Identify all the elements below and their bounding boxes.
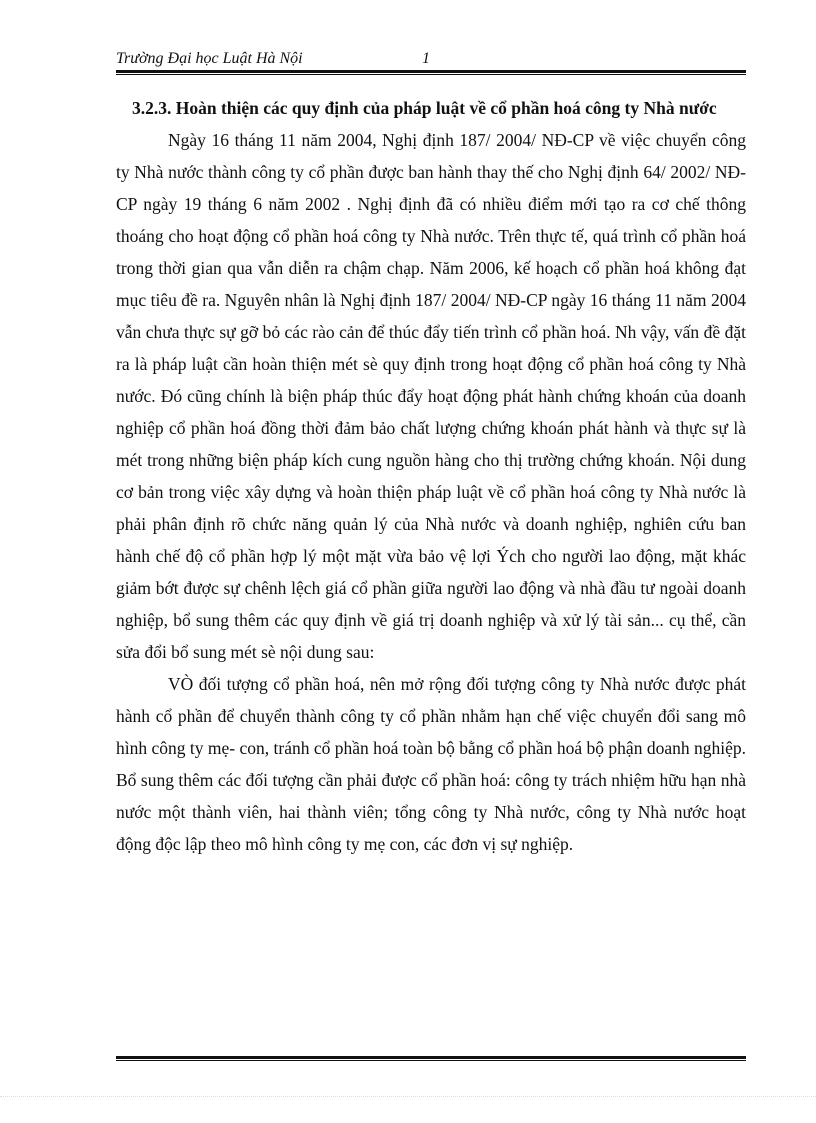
paragraph-2: VÒ đối tượng cổ phần hoá, nên mở rộng đối tượng công ty Nhà nước được phát hành cổ phần để chuyển thành công ty cổ phần nhằm hạn chế việc chuyển đổi sang mô hình công ty mẹ- con, tránh cổ phần hoá toàn bộ bằng cổ phần hoá bộ phận doanh nghiệp. Bổ sung thêm các đối tượng cần phải được cổ phần hoá: công ty trách nhiệm hữu hạn nhà nước một thành viên, hai thành viên; tổng công ty Nhà nước, công ty Nhà nước hoạt động độc lập theo mô hình công ty mẹ con, các đơn vị sự nghiệp. [116,674,746,854]
paragraph-1: Ngày 16 tháng 11 năm 2004, Nghị định 187/ 2004/ NĐ-CP về việc chuyển công ty Nhà nước thành công ty cổ phần được ban hành thay thế cho Nghị định 64/ 2002/ NĐ-CP ngày 19 tháng 6 năm 2002 . Nghị định đã có nhiều điểm mới tạo ra cơ chế thông thoáng cho hoạt động cổ phần hoá công ty Nhà nước. Trên thực tế, quá trình cổ phần hoá trong thời gian qua vẫn diễn ra chậm chạp. Năm 2006, kế hoạch cổ phần hoá không đạt mục tiêu đề ra. Nguyên nhân là Nghị định 187/ 2004/ NĐ-CP ngày 16 tháng 11 năm 2004 vẫn chưa thực sự gỡ bỏ các rào cản để thúc đẩy tiến trình cổ phần hoá. Nh vậy, vấn đề đặt ra là pháp luật cần hoàn thiện mét sè quy định trong hoạt động cổ phần hoá công ty Nhà nước. Đó cũng chính là biện pháp thúc đẩy hoạt động phát hành chứng khoán của doanh nghiệp cổ phần hoá đồng thời đảm bảo chất lượng chứng khoán phát hành và thực sự là mét trong những biện pháp kích cung nguồn hàng cho thị trường chứng khoán. Nội dung cơ bản trong việc xây dựng và hoàn thiện pháp luật về cổ phần hoá công ty Nhà nước là phải phân định rõ chức năng quản lý của Nhà nước và doanh nghiệp, nghiên cứu ban hành chế độ cổ phần hợp lý một mặt vừa bảo vệ lợi Ých cho người lao động, mặt khác giảm bớt được sự chênh lệch giá cổ phần giữa người lao động và nhà đầu tư ngoài doanh nghiệp, bổ sung thêm các quy định về giá trị doanh nghiệp và xử lý tài sản... cụ thể, cần sửa đổi bổ sung mét sè nội dung sau: [116,130,746,662]
page-edge-divider [0,1096,816,1099]
page-number: 1 [422,50,430,67]
page-header [116,48,746,70]
document-body [116,92,746,860]
header-double-rule [116,70,746,75]
header-school-name: Trường Đại học Luật Hà Nội [116,50,303,67]
footer-double-rule [116,1056,746,1061]
section-heading: 3.2.3. Hoàn thiện các quy định của pháp luật về cổ phần hoá công ty Nhà nước [132,98,717,118]
